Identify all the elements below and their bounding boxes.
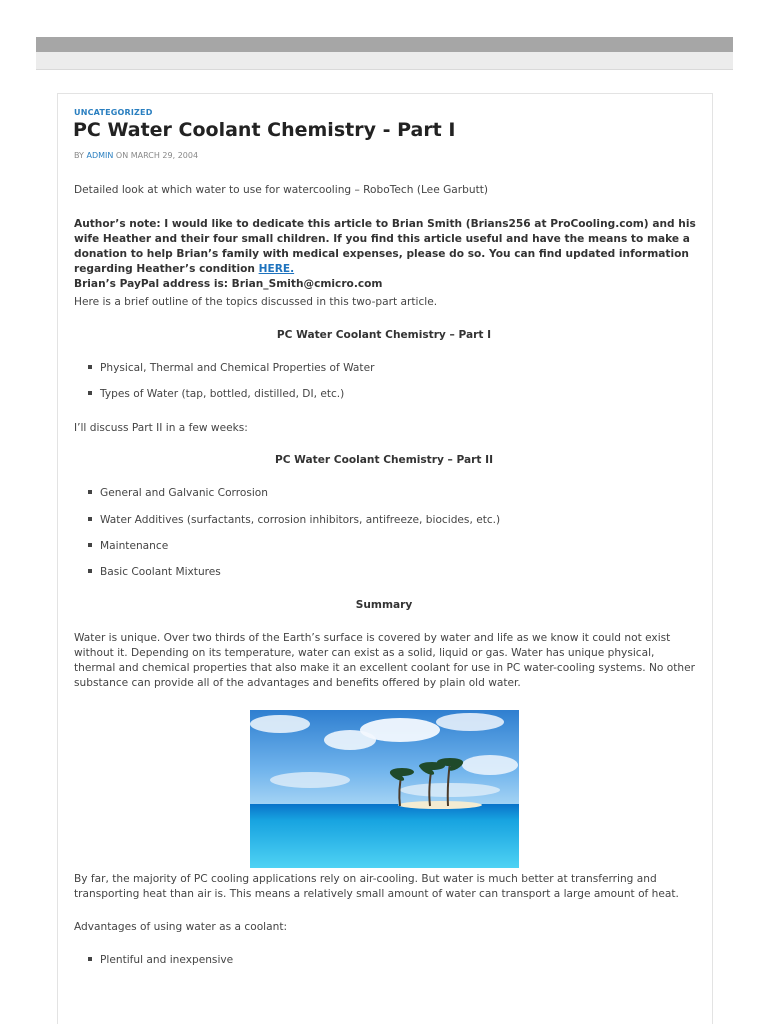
- bullet-icon: [88, 490, 92, 494]
- authors-note: [74, 217, 699, 292]
- part2-intro: I’ll discuss Part II in a few weeks:: [74, 422, 248, 434]
- paypal-text: Brian’s PayPal address is: Brian_Smith@cmicro.com: [74, 278, 383, 290]
- list-item: [88, 487, 268, 499]
- list-item-text: Plentiful and inexpensive: [100, 954, 234, 966]
- bullet-icon: [88, 569, 92, 573]
- bullet-icon: [88, 543, 92, 547]
- bullet-icon: [88, 365, 92, 369]
- here-link[interactable]: HERE.: [258, 263, 295, 275]
- meta-by: BY: [74, 151, 84, 160]
- list-item: [88, 514, 500, 526]
- list-item: [88, 540, 168, 552]
- after-image-paragraph: By far, the majority of PC cooling applications rely on air-cooling. But water is much better at transferring and transporting heat than air is. This means a relatively small amount of water can transport a large amount of heat.: [74, 873, 679, 900]
- bullet-icon: [88, 517, 92, 521]
- article-meta: [74, 151, 198, 160]
- bullet-icon: [88, 391, 92, 395]
- navigation-bar: [36, 52, 733, 70]
- outline-intro: Here is a brief outline of the topics discussed in this two-part article.: [74, 296, 438, 308]
- category-link[interactable]: UNCATEGORIZED: [74, 108, 153, 117]
- list-item: [88, 566, 221, 578]
- list-item-text: Basic Coolant Mixtures: [100, 566, 221, 578]
- header-bar: [36, 37, 733, 52]
- list-item-text: Types of Water (tap, bottled, distilled, DI, etc.): [100, 388, 345, 400]
- article-title: PC Water Coolant Chemistry - Part I: [73, 119, 456, 141]
- authors-note-text: Author’s note: I would like to dedicate this article to Brian Smith (Brians256 at ProCooling.com) and his wife Heather and their four small children. If you find this article useful and have the means to make a donation to help Brian’s family with medical expenses, please do so. You can find updated information regarding Heather’s condition: [74, 218, 696, 275]
- part2-heading: PC Water Coolant Chemistry – Part II: [274, 454, 494, 466]
- list-item-text: Water Additives (surfactants, corrosion inhibitors, antifreeze, biocides, etc.): [100, 514, 501, 526]
- list-item: [88, 954, 233, 966]
- list-item: [88, 362, 374, 374]
- author-link[interactable]: ADMIN: [86, 151, 114, 160]
- part1-heading: PC Water Coolant Chemistry – Part I: [276, 329, 492, 341]
- summary-heading: Summary: [355, 599, 413, 611]
- list-item-text: Physical, Thermal and Chemical Properties of Water: [100, 362, 375, 374]
- list-item-text: General and Galvanic Corrosion: [100, 487, 268, 499]
- bullet-icon: [88, 957, 92, 961]
- list-item-text: Maintenance: [100, 540, 169, 552]
- summary-paragraph: Water is unique. Over two thirds of the Earth’s surface is covered by water and life as we know it could not exist without it. Depending on its temperature, water can exist as a solid, liquid or gas. Water has unique physical, thermal and chemical properties that also make it an excellent coolant for use in PC water-cooling systems. No other substance can provide all of the advantages and benefits offered by plain old water.: [74, 632, 695, 689]
- island-photo: [250, 710, 519, 868]
- list-item: [88, 388, 344, 400]
- intro-paragraph: Detailed look at which water to use for watercooling – RoboTech (Lee Garbutt): [74, 184, 489, 196]
- meta-date: ON MARCH 29, 2004: [115, 151, 199, 160]
- advantages-intro: Advantages of using water as a coolant:: [74, 921, 288, 933]
